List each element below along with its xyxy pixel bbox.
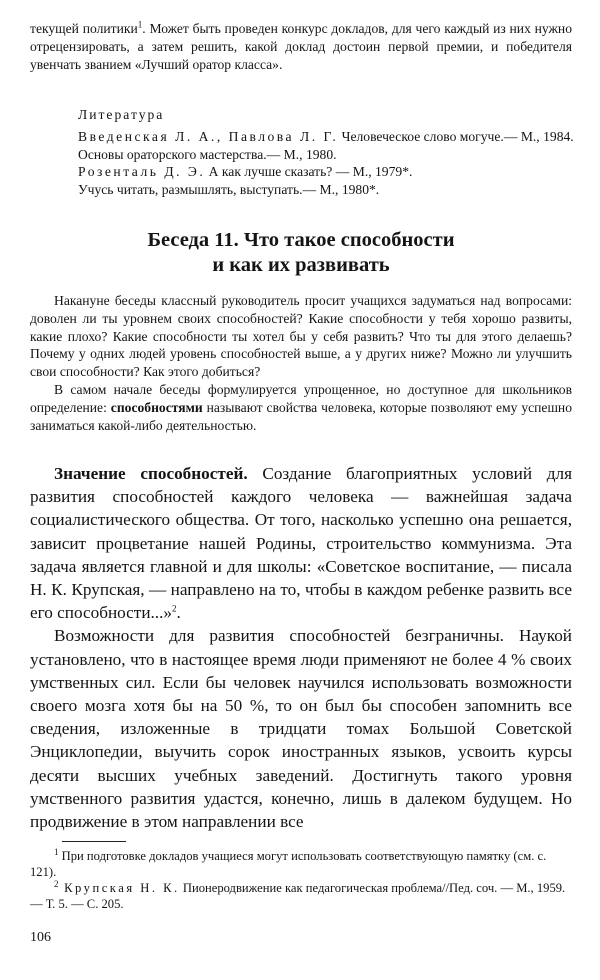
intro-text-2: . Может быть проведен конкурс докладов, для чего каждый из них нужно отрецензировать, а затем решить, какой доклад достоин первой премии, и победителя увенчать званием «Лучший оратор класса». <box>30 21 572 72</box>
literature-authors: Введенская Л. А., Павлова Л. Г. <box>78 128 339 144</box>
note-paragraph-2 <box>30 381 572 434</box>
main-paragraph-2: Возможности для развития способностей безграничны. Наукой установлено, что в настоящее время люди применяют не более 4 % своих умственных сил. Если бы человек научился использовать возможности своего мозга хотя бы на 50 %, то он был бы способен запомнить все сведения, изложенные в тридцати томах Большой Советской Энциклопедии, выучить сорок иностранных языков, усвоить курсы десяти высших учебных заведений. Достигнуть такого уровня умственного развития удастся, конечно, лишь в далеком будущем. Но продвижение в этом направлении все <box>30 626 572 832</box>
note-text-before: В самом начале беседы формулируется упрощенное, но доступное для школьников определение: <box>30 381 572 415</box>
note-paragraph-1: Накануне беседы классный руководитель просит учащихся задуматься над вопросами: доволен ли ты уровнем своих способностей? Какие способности у тебя хорошо развиты, какие плохо? Какие способности ты хотел бы у себя развить? Что ты для этого делаешь? Почему у одних людей уровень способностей выше, а у других ниже? Можно ли улучшить свои способности? Как этого добиться? <box>30 293 572 380</box>
footnote-ref-1: 1 <box>137 19 143 30</box>
teacher-note <box>30 292 572 434</box>
footnote-mark: 2 <box>54 878 59 889</box>
footnote-text: Пионеродвижение как педагогическая проблема//Пед. соч. — М., 1959. — Т. 5. — С. 205. <box>30 881 566 911</box>
literature-list <box>78 106 578 199</box>
footnote-author: Крупская Н. К. <box>58 881 180 895</box>
chapter-title-line-2: и как их развивать <box>212 253 390 276</box>
footnote-1 <box>30 848 572 880</box>
note-text-after: называют свойства человека, которые позволяют ему успешно заниматься какой-либо деятельностью. <box>30 399 573 433</box>
section-heading: Значение способностей. <box>54 464 248 483</box>
chapter-title-line-1: Беседа 11. Что такое способности <box>147 229 455 251</box>
main-paragraph-1-text: Создание благоприятных условий для развития способностей каждого человека — важнейшая задача социалистического общества. От того, насколько успешно она решается, зависит процветание нашей Родины, строительство коммунизма. Эта задача является главной и для школы: «Советское воспитание, — писала Н. К. Крупская, — направлено на то, чтобы в каждом ребенке развить все его способности...» <box>30 464 572 623</box>
literature-item <box>78 146 578 164</box>
main-text <box>30 462 572 833</box>
footnotes <box>30 848 572 912</box>
footnote-mark: 1 <box>54 846 59 857</box>
literature-item <box>78 181 578 199</box>
literature-title: Учусь читать, размышлять, выступать.— М., 1980*. <box>78 182 380 198</box>
literature-heading: Литература <box>78 107 165 122</box>
intro-paragraph <box>30 20 572 73</box>
main-paragraph-1 <box>30 462 572 624</box>
literature-title: А как лучше сказать? — М., 1979*. <box>205 164 413 180</box>
chapter-title <box>30 228 572 277</box>
literature-title: Основы ораторского мастерства.— М., 1980. <box>78 146 337 162</box>
main-paragraph-1-end: . <box>176 603 181 623</box>
footnote-divider <box>62 841 126 842</box>
footnote-text: При подготовке докладов учащиеся могут использовать соответствующую памятку (см. с. 121). <box>30 849 547 879</box>
page-number: 106 <box>30 930 51 945</box>
literature-title: Человеческое слово могуче.— М., 1984. <box>338 128 574 144</box>
definition-term: способностями <box>110 399 203 415</box>
footnote-ref-2: 2 <box>172 603 177 614</box>
literature-item <box>78 128 578 146</box>
literature-item <box>78 163 578 181</box>
footnote-2 <box>30 880 572 912</box>
intro-text-1: текущей политики <box>30 21 138 36</box>
literature-authors: Розенталь Д. Э. <box>78 164 206 180</box>
